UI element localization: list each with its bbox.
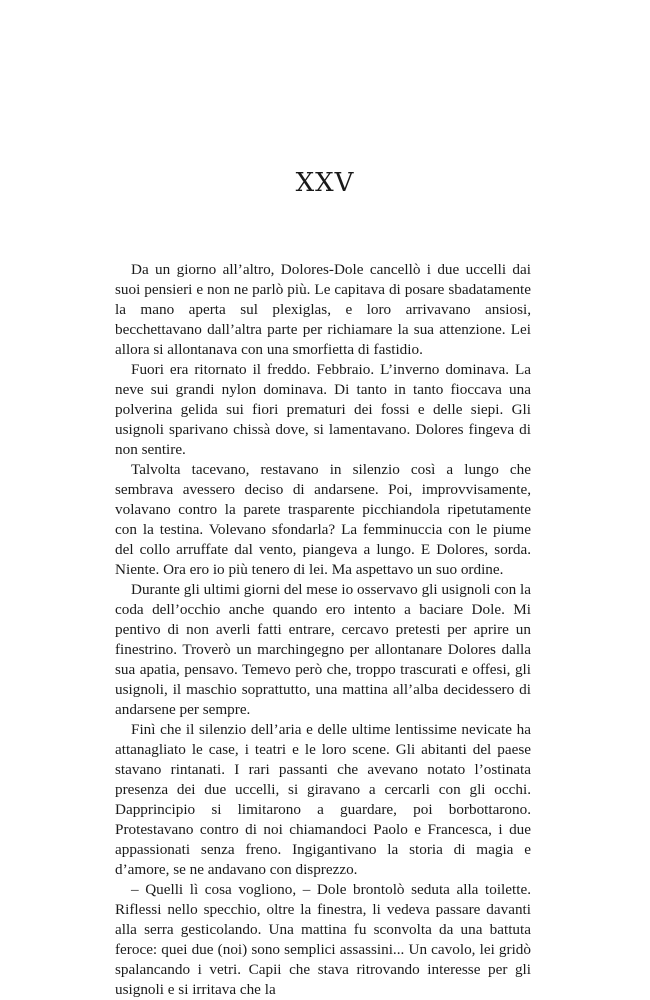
paragraph: Fuori era ritornato il freddo. Febbraio. L’inverno dominava. La neve sui grandi nylon dominava. Di tanto in tanto fioccava una polverina gelida sui fiori prematuri dei fossi e delle siepi. Gli usignoli sparivano chissà dove, si lamentavano. Dolores fingeva di non sentire. (115, 361, 531, 458)
paragraph: Talvolta tacevano, restavano in silenzio così a lungo che sembrava avessero deciso di andarsene. Poi, improvvisamente, volavano contro la parete trasparente picchiandola ripetutamente con la testina. Volevano sfondarla? La femminuccia con le piume del collo arruffate dal vento, piangeva a lungo. E Dolores, sorda. Niente. Ora ero io più tenero di lei. Ma aspettavo un suo ordine. (115, 461, 531, 578)
chapter-body (115, 260, 531, 1000)
paragraph: Da un giorno all’altro, Dolores-Dole cancellò i due uccelli dai suoi pensieri e non ne parlò più. Le capitava di posare sbadatamente la mano aperta sul plexiglas, e loro arrivavano ansiosi, becchettavano dall’altra parte per richiamare la sua attenzione. Lei allora si allontanava con una smorfietta di fastidio. (115, 261, 531, 358)
chapter-title: XXV (295, 168, 355, 198)
paragraph: – Quelli lì cosa vogliono, – Dole brontolò seduta alla toilette. Riflessi nello specchio, oltre la finestra, li vedeva passare davanti alla serra gesticolando. Una mattina fu sconvolta da una battuta feroce: quei due (noi) sono semplici assassini... Un cavolo, lei gridò spalancando i vetri. Capii che stava ritrovando interesse per gli usignoli e si irritava che la (115, 881, 531, 998)
paragraph: Finì che il silenzio dell’aria e delle ultime lentissime nevicate ha attanagliato le case, i teatri e le loro scene. Gli abitanti del paese stavano rintanati. I rari passanti che avevano notato l’ostinata presenza dei due uccelli, si giravano a cercarli con gli occhi. Dapprincipio si limitarono a guardare, poi borbottarono. Protestavano contro di noi chiamandoci Paolo e Francesca, i due appassionati senza freno. Ingigantivano la storia di magia e d’amore, se ne andavano con disprezzo. (115, 721, 531, 878)
paragraph: Durante gli ultimi giorni del mese io osservavo gli usignoli con la coda dell’occhio anche quando ero intento a baciare Dole. Mi pentivo di non averli fatti entrare, cercavo pretesti per aprire un finestrino. Troverò un marchingegno per allontanare Dolores dalla sua apatia, pensavo. Temevo però che, troppo trascurati e offesi, gli usignoli, il maschio soprattutto, una mattina all’alba decidessero di andarsene per sempre. (115, 581, 531, 718)
